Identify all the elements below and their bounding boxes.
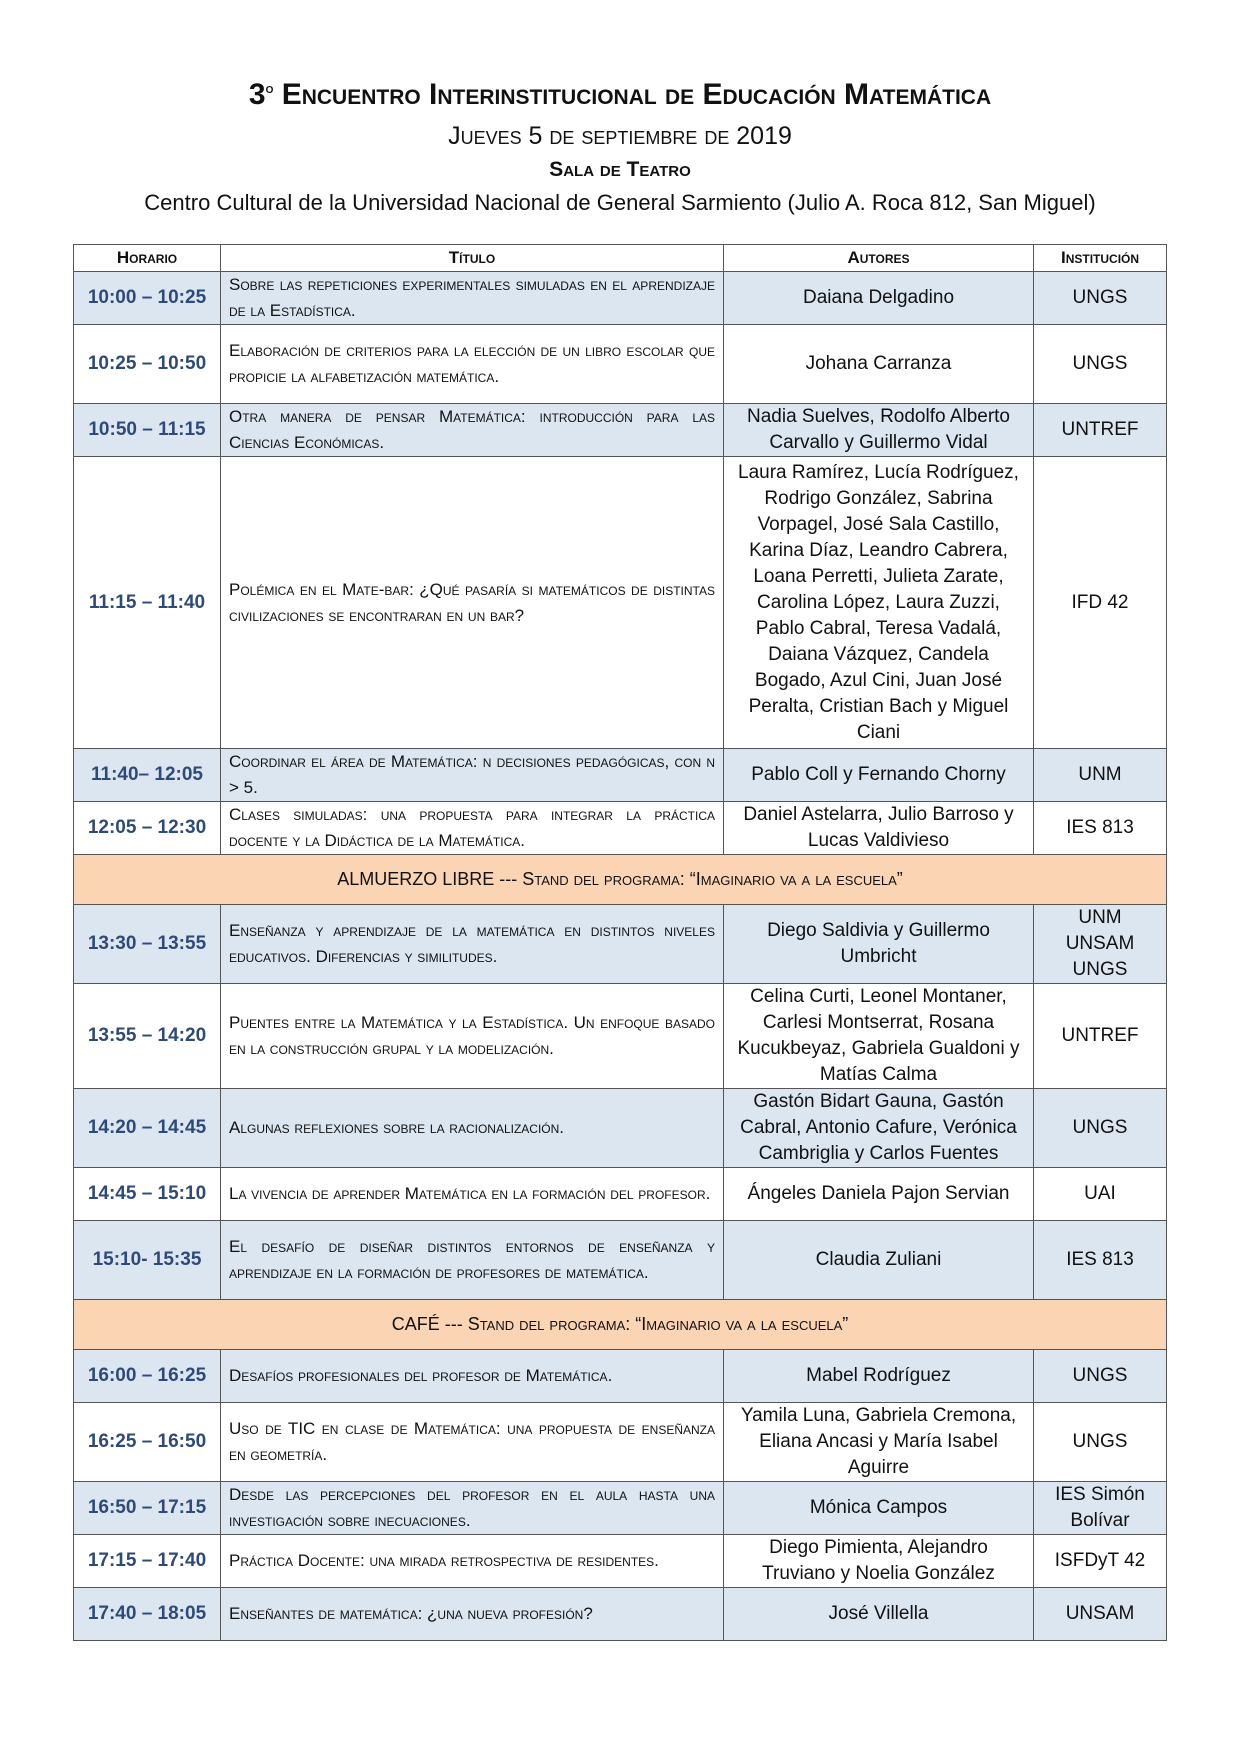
column-header-time: Horario: [74, 245, 221, 272]
table-row: [74, 325, 1167, 404]
cell-authors: Yamila Luna, Gabriela Cremona, Eliana Ancasi y María Isabel Aguirre: [724, 1403, 1034, 1482]
event-room: Sala de Teatro: [549, 158, 691, 181]
cell-title: Algunas reflexiones sobre la racionalización.: [221, 1089, 724, 1168]
cell-institution: UNGS: [1034, 1403, 1167, 1482]
break-row: [74, 1300, 1167, 1350]
event-ordinal-suffix: o: [265, 80, 274, 96]
cell-time: 14:20 – 14:45: [74, 1089, 221, 1168]
table-row: [74, 404, 1167, 457]
cell-title: Sobre las repeticiones experimentales simuladas en el aprendizaje de la Estadística.: [221, 272, 724, 325]
cell-authors: Daiana Delgadino: [724, 272, 1034, 325]
cell-authors: Claudia Zuliani: [724, 1221, 1034, 1300]
table-row: [74, 905, 1167, 984]
cell-title: Coordinar el área de Matemática: n decisiones pedagógicas, con n > 5.: [221, 749, 724, 802]
schedule-body: [74, 272, 1167, 1641]
cell-time: 12:05 – 12:30: [74, 802, 221, 855]
event-venue: Centro Cultural de la Universidad Nacional de General Sarmiento (Julio A. Roca 812, San Miguel): [144, 190, 1096, 215]
cell-title: Elaboración de criterios para la elección de un libro escolar que propicie la alfabetización matemática.: [221, 325, 724, 404]
table-row: [74, 1535, 1167, 1588]
cell-institution: IES Simón Bolívar: [1034, 1482, 1167, 1535]
column-header-authors: Autores: [724, 245, 1034, 272]
cell-time: 13:30 – 13:55: [74, 905, 221, 984]
cell-time: 16:50 – 17:15: [74, 1482, 221, 1535]
cell-institution: UNGS: [1034, 1350, 1167, 1403]
cell-authors: Gastón Bidart Gauna, Gastón Cabral, Antonio Cafure, Verónica Cambriglia y Carlos Fuentes: [724, 1089, 1034, 1168]
table-row: [74, 1482, 1167, 1535]
cell-title: Desde las percepciones del profesor en el aula hasta una investigación sobre inecuaciones.: [221, 1482, 724, 1535]
cell-title: Enseñantes de matemática: ¿una nueva profesión?: [221, 1588, 724, 1641]
event-date: Jueves 5 de septiembre de 2019: [448, 122, 792, 150]
cell-institution: UNGS: [1034, 1089, 1167, 1168]
table-row: [74, 1089, 1167, 1168]
table-row: [74, 1350, 1167, 1403]
break-row: [74, 855, 1167, 905]
cell-time: 16:25 – 16:50: [74, 1403, 221, 1482]
event-name: Encuentro Interinstitucional de Educación Matemática: [281, 78, 992, 111]
cell-time: 13:55 – 14:20: [74, 984, 221, 1089]
cell-time: 10:50 – 11:15: [74, 404, 221, 457]
schedule-table: [73, 244, 1167, 1641]
cell-authors: Ángeles Daniela Pajon Servian: [724, 1168, 1034, 1221]
cell-time: 17:40 – 18:05: [74, 1588, 221, 1641]
cell-authors: Pablo Coll y Fernando Chorny: [724, 749, 1034, 802]
cell-authors: Mónica Campos: [724, 1482, 1034, 1535]
cell-title: Polémica en el Mate-bar: ¿Qué pasaría si matemáticos de distintas civilizaciones se encontraran en un bar?: [221, 457, 724, 749]
table-header-row: [74, 245, 1167, 272]
cell-authors: Mabel Rodríguez: [724, 1350, 1034, 1403]
table-row: [74, 984, 1167, 1089]
cell-title: Puentes entre la Matemática y la Estadística. Un enfoque basado en la construcción grupal y la modelización.: [221, 984, 724, 1089]
table-row: [74, 1403, 1167, 1482]
cell-institution: UNM: [1034, 749, 1167, 802]
cell-authors: Nadia Suelves, Rodolfo Alberto Carvallo y Guillermo Vidal: [724, 404, 1034, 457]
cell-institution: UAI: [1034, 1168, 1167, 1221]
column-header-title: Título: [221, 245, 724, 272]
cell-institution: UNSAM: [1034, 1588, 1167, 1641]
cell-title: Otra manera de pensar Matemática: introducción para las Ciencias Económicas.: [221, 404, 724, 457]
cell-time: 11:15 – 11:40: [74, 457, 221, 749]
break-label: CAFÉ --- Stand del programa: “Imaginario va a la escuela”: [74, 1300, 1167, 1350]
cell-authors: Celina Curti, Leonel Montaner, Carlesi Montserrat, Rosana Kucukbeyaz, Gabriela Gualdoni y Matías Calma: [724, 984, 1034, 1089]
table-row: [74, 1588, 1167, 1641]
cell-time: 16:00 – 16:25: [74, 1350, 221, 1403]
cell-authors: Diego Pimienta, Alejandro Truviano y Noelia González: [724, 1535, 1034, 1588]
cell-institution: ISFDyT 42: [1034, 1535, 1167, 1588]
cell-institution: IES 813: [1034, 802, 1167, 855]
cell-authors: Daniel Astelarra, Julio Barroso y Lucas Valdivieso: [724, 802, 1034, 855]
cell-authors: Johana Carranza: [724, 325, 1034, 404]
cell-institution: UNTREF: [1034, 984, 1167, 1089]
cell-title: Enseñanza y aprendizaje de la matemática en distintos niveles educativos. Diferencias y similitudes.: [221, 905, 724, 984]
cell-institution: UNGS: [1034, 325, 1167, 404]
cell-title: Desafíos profesionales del profesor de Matemática.: [221, 1350, 724, 1403]
cell-time: 17:15 – 17:40: [74, 1535, 221, 1588]
column-header-institution: Institución: [1034, 245, 1167, 272]
cell-authors: Diego Saldivia y Guillermo Umbricht: [724, 905, 1034, 984]
event-ordinal: 3: [248, 78, 266, 111]
cell-institution: UNM UNSAM UNGS: [1034, 905, 1167, 984]
cell-authors: José Villella: [724, 1588, 1034, 1641]
cell-time: 15:10- 15:35: [74, 1221, 221, 1300]
table-row: [74, 457, 1167, 749]
cell-time: 10:00 – 10:25: [74, 272, 221, 325]
event-title: [0, 78, 1240, 112]
cell-time: 14:45 – 15:10: [74, 1168, 221, 1221]
cell-title: El desafío de diseñar distintos entornos de enseñanza y aprendizaje en la formación de profesores de matemática.: [221, 1221, 724, 1300]
cell-institution: UNGS: [1034, 272, 1167, 325]
cell-authors: Laura Ramírez, Lucía Rodríguez, Rodrigo González, Sabrina Vorpagel, José Sala Castillo, Karina Díaz, Leandro Cabrera, Loana Perretti, Julieta Zarate, Carolina López, Laura Zuzzi, Pablo Cabral, Teresa Vadalá, Daiana Vázquez, Candela Bogado, Azul Cini, Juan José Peralta, Cristian Bach y Miguel Ciani: [724, 457, 1034, 749]
break-label: ALMUERZO LIBRE --- Stand del programa: “Imaginario va a la escuela”: [74, 855, 1167, 905]
table-row: [74, 1221, 1167, 1300]
cell-title: Uso de TIC en clase de Matemática: una propuesta de enseñanza en geometría.: [221, 1403, 724, 1482]
cell-title: Clases simuladas: una propuesta para integrar la práctica docente y la Didáctica de la Matemática.: [221, 802, 724, 855]
cell-institution: IFD 42: [1034, 457, 1167, 749]
cell-title: Práctica Docente: una mirada retrospectiva de residentes.: [221, 1535, 724, 1588]
table-row: [74, 802, 1167, 855]
cell-time: 11:40– 12:05: [74, 749, 221, 802]
table-row: [74, 749, 1167, 802]
cell-institution: UNTREF: [1034, 404, 1167, 457]
cell-title: La vivencia de aprender Matemática en la formación del profesor.: [221, 1168, 724, 1221]
cell-institution: IES 813: [1034, 1221, 1167, 1300]
table-row: [74, 1168, 1167, 1221]
cell-time: 10:25 – 10:50: [74, 325, 221, 404]
table-row: [74, 272, 1167, 325]
